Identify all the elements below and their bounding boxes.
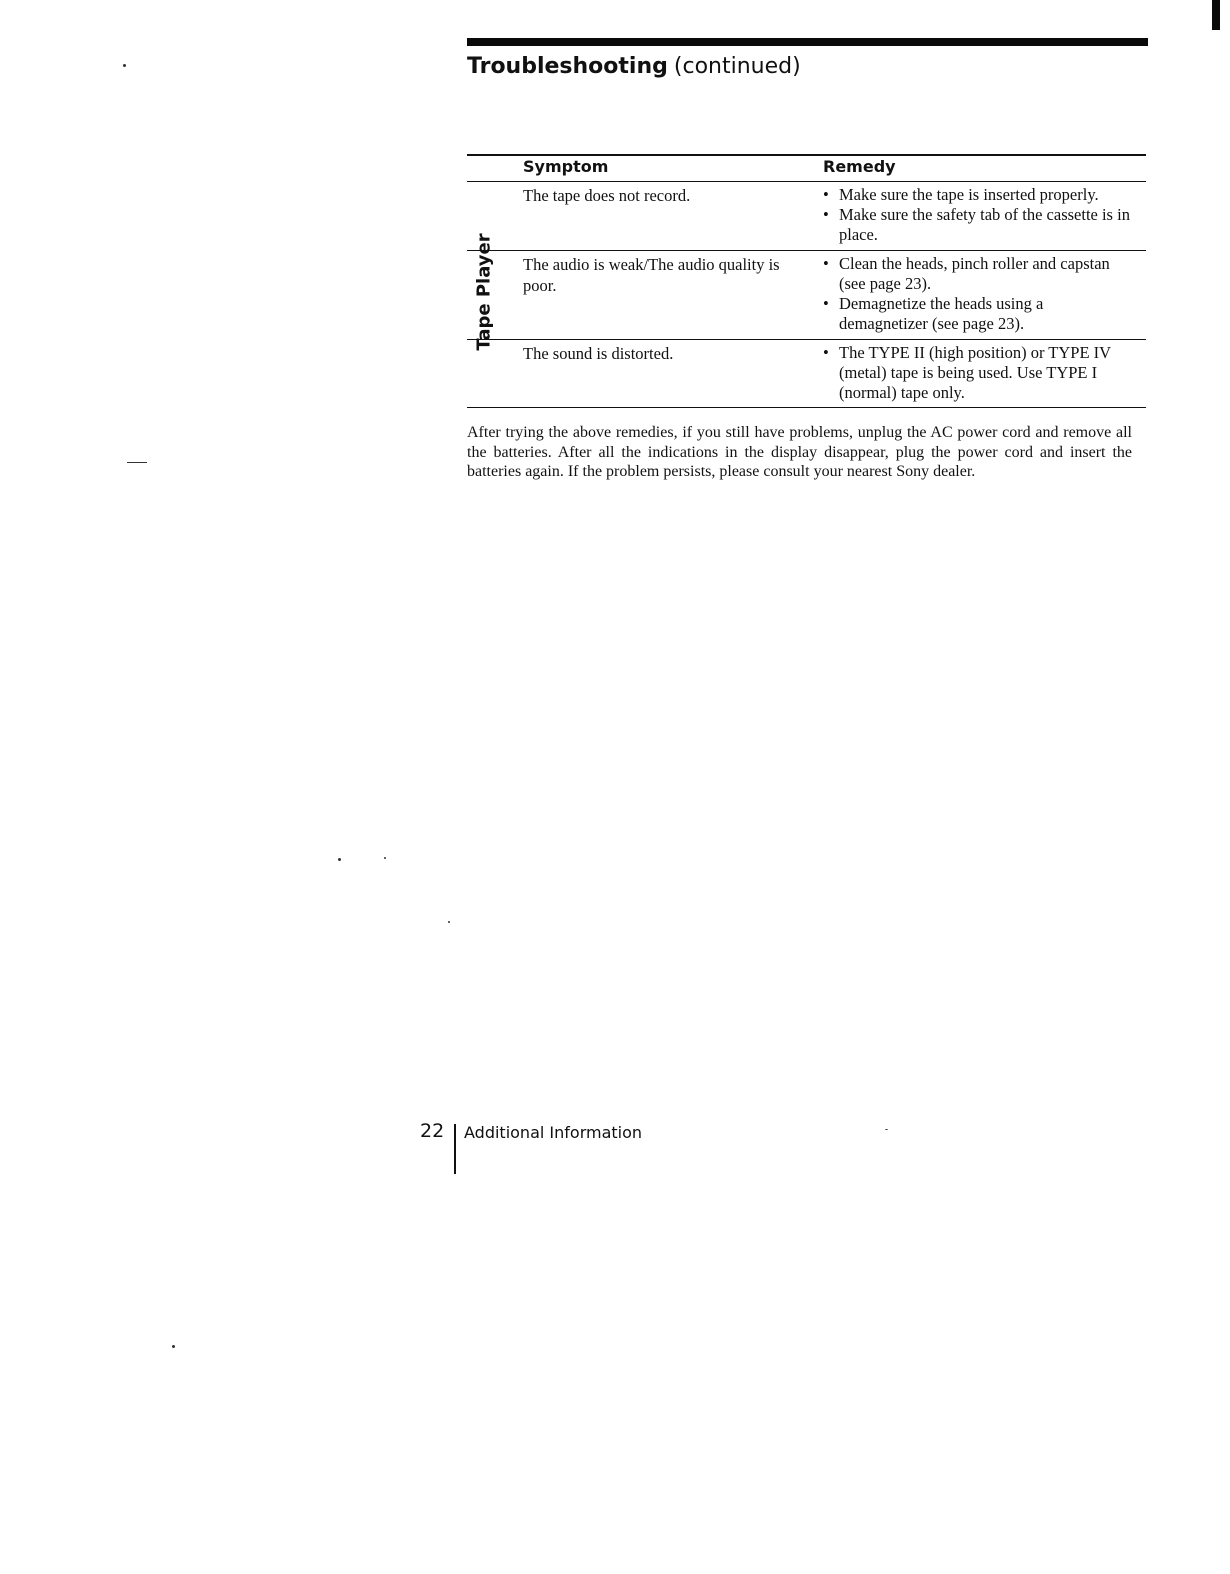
remedy-header: Remedy [823, 157, 896, 176]
scan-speck [127, 462, 147, 463]
page-title [467, 54, 801, 79]
row-divider [467, 339, 1146, 340]
symptom-header: Symptom [523, 157, 609, 176]
table-top-rule [467, 154, 1146, 156]
page-title-suffix: (continued) [673, 54, 801, 79]
remedy-item [823, 185, 1133, 205]
table-bottom-rule [467, 407, 1146, 408]
scan-speck [123, 64, 126, 67]
remedy-item [823, 205, 1133, 245]
remedy-list [823, 185, 1133, 245]
remedy-item [823, 254, 1133, 294]
scan-speck [384, 857, 386, 859]
bullet-icon: • [823, 294, 829, 313]
edge-mark [1212, 0, 1220, 30]
remedy-text: Clean the heads, pinch roller and capstan (see page 23). [839, 254, 1110, 293]
remedy-item [823, 343, 1133, 403]
remedy-text: Make sure the tape is inserted properly. [839, 185, 1099, 204]
symptom-cell: The audio is weak/The audio quality is poor. [523, 255, 780, 295]
remedy-list [823, 254, 1133, 334]
symptom-cell: The tape does not record. [523, 186, 691, 205]
row-divider [467, 250, 1146, 251]
remedy-item [823, 294, 1133, 334]
page-number: 22 [420, 1120, 445, 1142]
remedy-text: The TYPE II (high position) or TYPE IV (metal) tape is being used. Use TYPE I (normal) tape only. [839, 343, 1111, 402]
page-title-main: Troubleshooting [467, 54, 668, 79]
header-rule [467, 38, 1148, 46]
bullet-icon: • [823, 343, 829, 362]
footer-divider [454, 1124, 456, 1174]
scan-speck [338, 858, 341, 861]
scan-speck [172, 1345, 175, 1348]
bullet-icon: • [823, 205, 829, 224]
remedy-text: Demagnetize the heads using a demagnetizer (see page 23). [839, 294, 1044, 333]
after-remedies-note: After trying the above remedies, if you still have problems, unplug the AC power cord and remove all the batteries. After all the indications in the display disappear, plug the power cord and insert the batteries again. If the problem persists, please consult your nearest Sony dealer. [467, 424, 1132, 480]
symptom-cell: The sound is distorted. [523, 344, 674, 363]
table-header-rule [467, 181, 1146, 182]
remedy-text: Make sure the safety tab of the cassette is in place. [839, 205, 1130, 244]
footer-section-label: Additional Information [464, 1123, 643, 1142]
scan-speck [448, 921, 450, 923]
bullet-icon: • [823, 185, 829, 204]
section-tab-label: Tape Player [473, 233, 495, 351]
scan-speck [885, 1129, 888, 1130]
remedy-list [823, 343, 1133, 403]
bullet-icon: • [823, 254, 829, 273]
